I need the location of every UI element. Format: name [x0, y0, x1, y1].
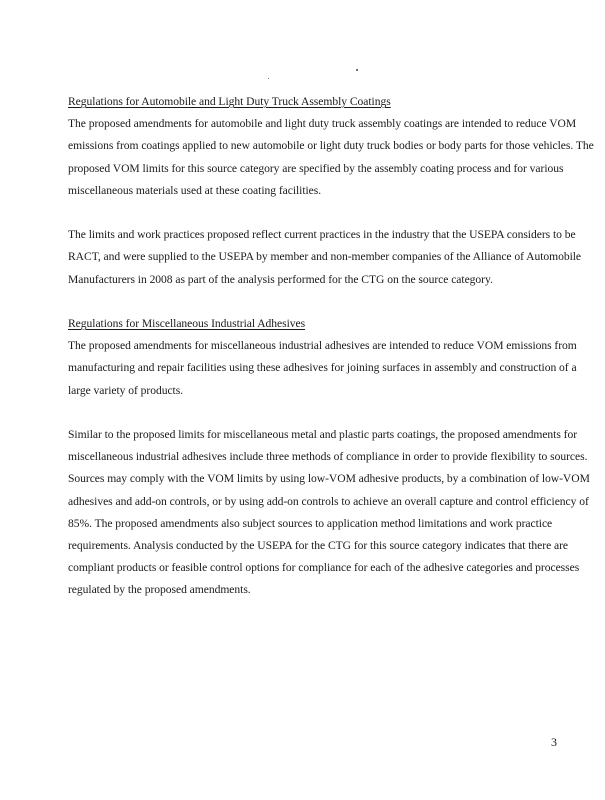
paragraph: The proposed amendments for automobile and light duty truck assembly coatings are intended to reduce VOM emissions from coatings applied to new automobile or light duty truck bodies or body parts for those vehicles. The proposed VOM limits for this source category are specified by the assembly coating process and for various miscellaneous materials used at these coating facilities.	[68, 117, 594, 197]
section-heading: Regulations for Automobile and Light Duty Truck Assembly Coatings	[68, 95, 391, 108]
scan-speck	[356, 69, 358, 71]
section-heading: Regulations for Miscellaneous Industrial Adhesives	[68, 317, 306, 330]
page-number: 3	[551, 735, 557, 749]
section-automobile-coatings	[68, 91, 598, 291]
document-body	[68, 91, 598, 602]
section-industrial-adhesives	[68, 313, 598, 602]
paragraph: The proposed amendments for miscellaneous industrial adhesives are intended to reduce VOM emissions from manufacturing and repair facilities using these adhesives for joining surfaces in assembly and construction of a large variety of products.	[68, 339, 577, 397]
paragraph: Similar to the proposed limits for miscellaneous metal and plastic parts coatings, the proposed amendments for miscellaneous industrial adhesives include three methods of compliance in order to provide flexibility to sources. Sources may comply with the VOM limits by using low-VOM adhesive products, by a combination of low-VOM adhesives and add-on controls, or by using add-on controls to achieve an overall capture and control efficiency of 85%. The proposed amendments also subject sources to application method limitations and work practice requirements. Analysis conducted by the USEPA for the CTG for this source category indicates that there are compliant products or feasible control options for compliance for each of the adhesive categories and processes regulated by the proposed amendments.	[68, 428, 590, 597]
paragraph: The limits and work practices proposed reflect current practices in the industry that the USEPA considers to be RACT, and were supplied to the USEPA by member and non-member companies of the Alliance of Automobile Manufacturers in 2008 as part of the analysis performed for the CTG on the source category.	[68, 228, 582, 286]
scan-speck	[268, 78, 269, 79]
